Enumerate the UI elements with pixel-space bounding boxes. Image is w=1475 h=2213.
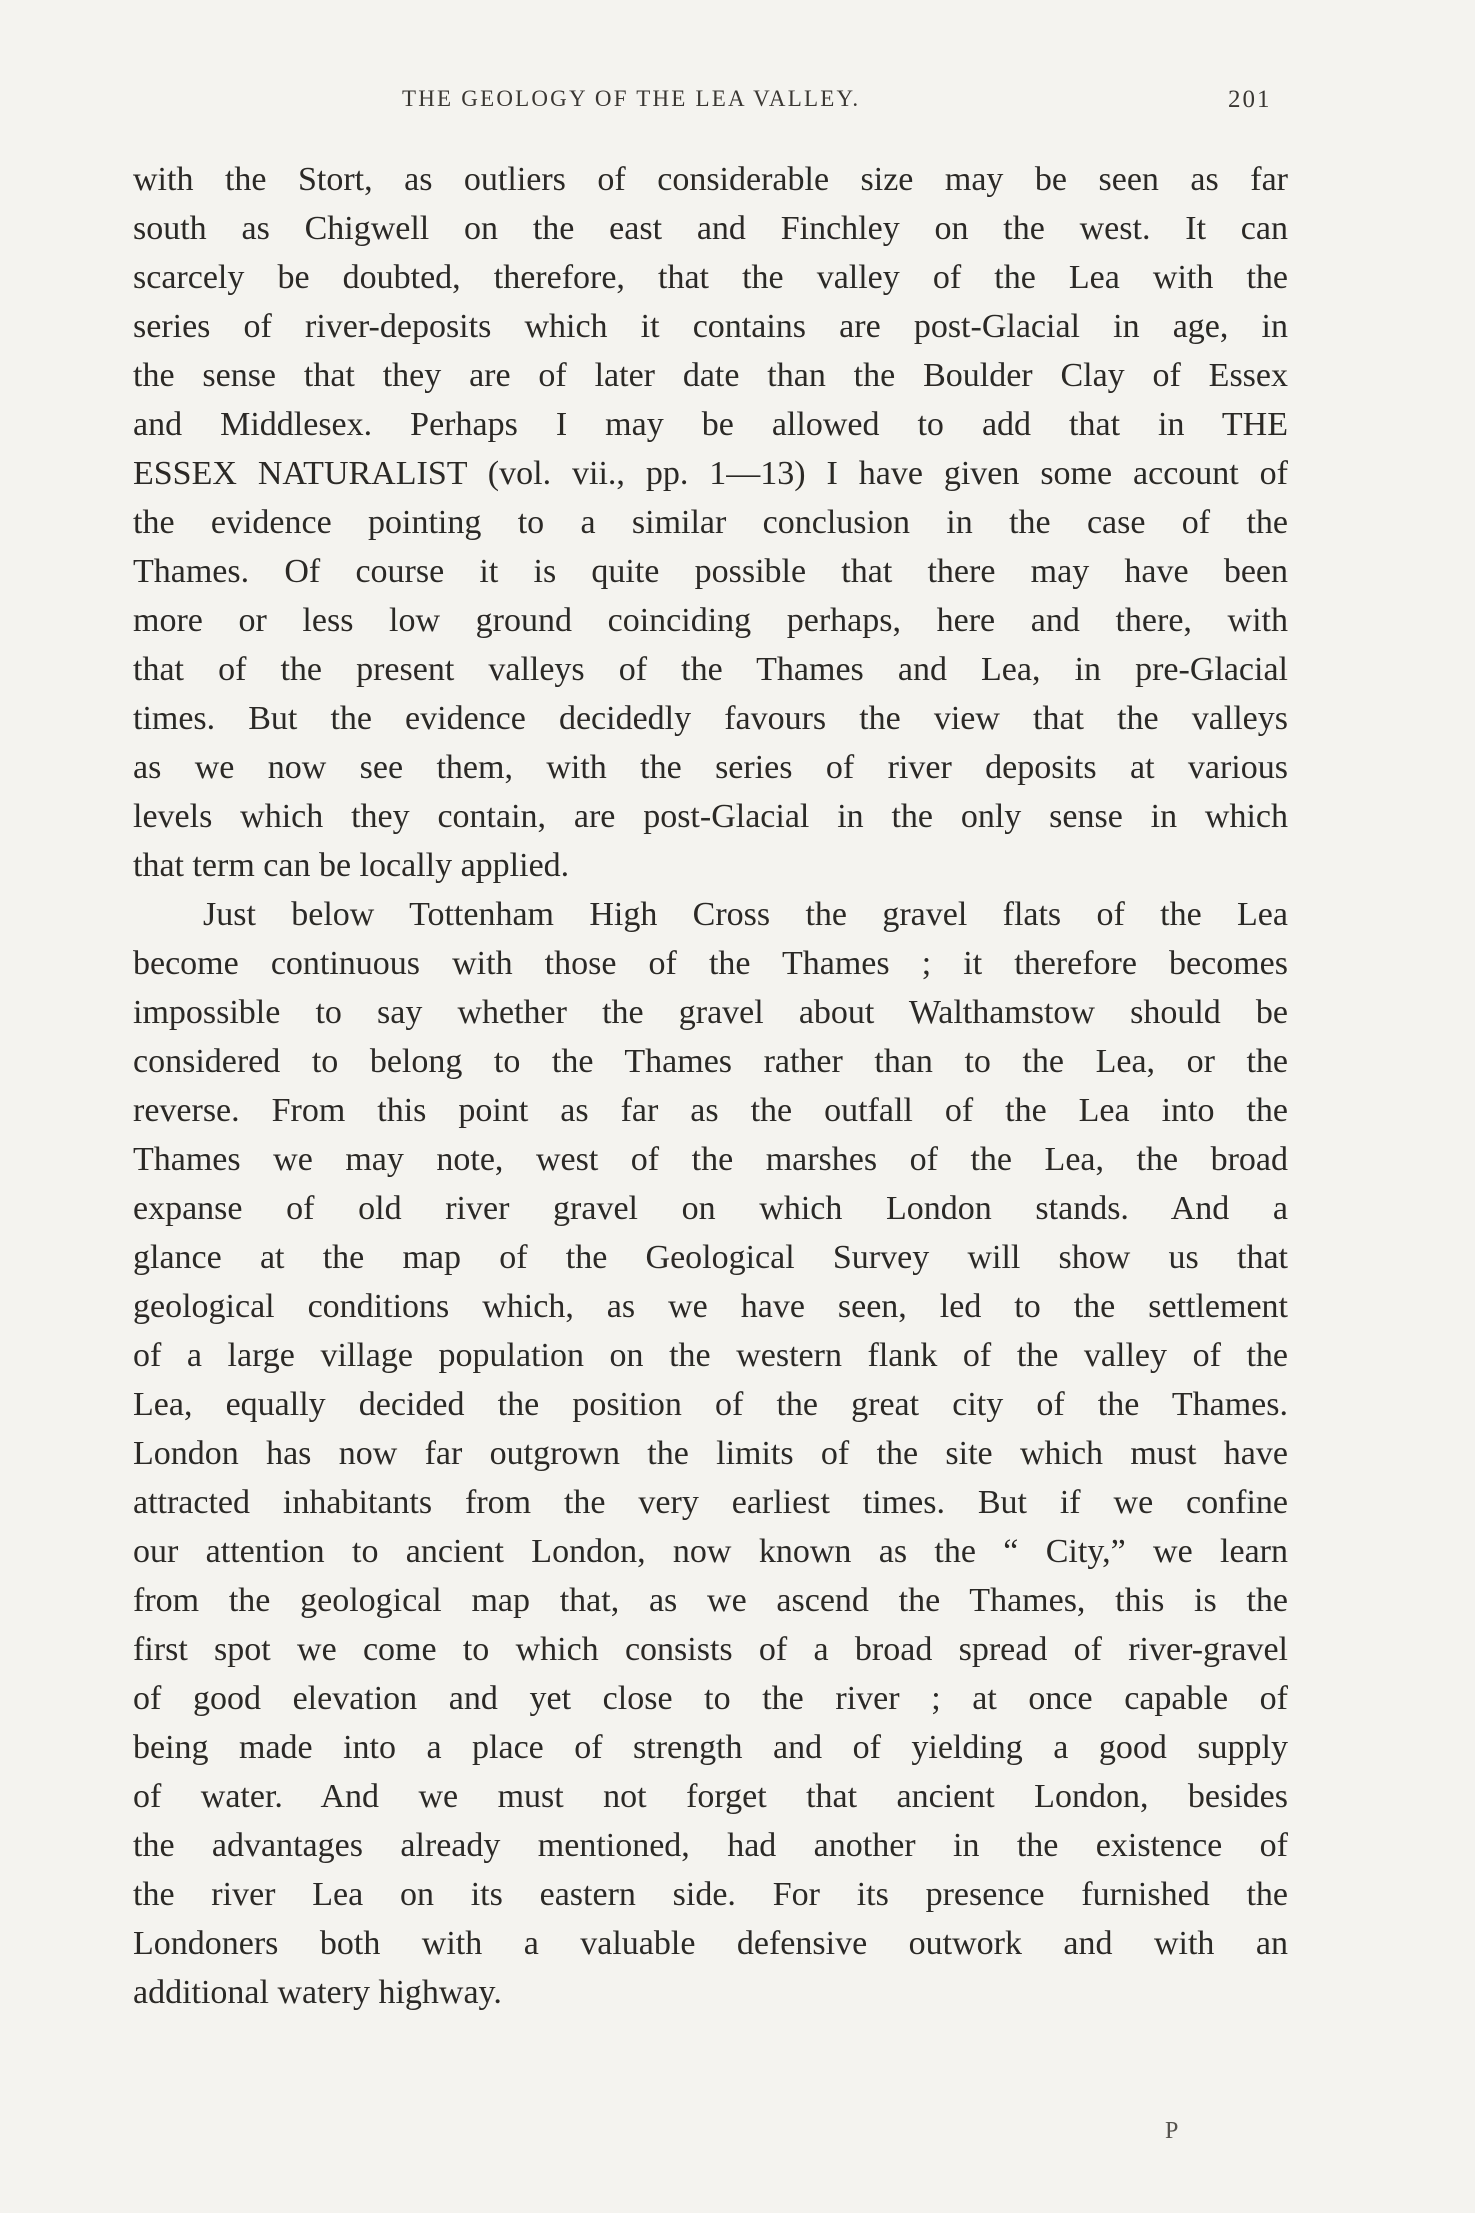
- paragraph-1: [133, 155, 1288, 890]
- text-line: Lea, equally decided the position of the great city of the Thames.: [133, 1386, 1288, 1423]
- text-line: ESSEX NATURALIST (vol. vii., pp. 1—13) I have given some account of: [133, 455, 1288, 492]
- text-line: additional watery highway.: [133, 1974, 502, 2011]
- text-line: as we now see them, with the series of river deposits at various: [133, 749, 1288, 786]
- text-line: south as Chigwell on the east and Finchley on the west. It can: [133, 210, 1288, 247]
- text-line: become continuous with those of the Thames ; it therefore becomes: [133, 945, 1288, 982]
- text-line: the river Lea on its eastern side. For its presence furnished the: [133, 1876, 1288, 1913]
- running-title: THE GEOLOGY OF THE LEA VALLEY.: [402, 86, 861, 111]
- text-line: that term can be locally applied.: [133, 847, 570, 884]
- text-line: the evidence pointing to a similar conclusion in the case of the: [133, 504, 1288, 541]
- text-line: from the geological map that, as we ascend the Thames, this is the: [133, 1582, 1288, 1619]
- text-line: and Middlesex. Perhaps I may be allowed to add that in THE: [133, 406, 1288, 443]
- signature-mark: P: [1165, 2118, 1179, 2144]
- text-line: of good elevation and yet close to the river ; at once capable of: [133, 1680, 1288, 1717]
- body-text: [133, 155, 1288, 2017]
- paragraph-2: [133, 890, 1288, 2017]
- text-line: Thames we may note, west of the marshes of the Lea, the broad: [133, 1141, 1288, 1178]
- text-line: impossible to say whether the gravel about Walthamstow should be: [133, 994, 1288, 1031]
- text-line: attracted inhabitants from the very earliest times. But if we confine: [133, 1484, 1288, 1521]
- text-line: that of the present valleys of the Thames and Lea, in pre-Glacial: [133, 651, 1288, 688]
- text-line: Just below Tottenham High Cross the gravel flats of the Lea: [203, 896, 1288, 933]
- text-line: scarcely be doubted, therefore, that the valley of the Lea with the: [133, 259, 1288, 296]
- text-line: London has now far outgrown the limits of the site which must have: [133, 1435, 1288, 1472]
- text-line: levels which they contain, are post-Glacial in the only sense in which: [133, 798, 1288, 835]
- text-line: times. But the evidence decidedly favours the view that the valleys: [133, 700, 1288, 737]
- text-line: geological conditions which, as we have seen, led to the settlement: [133, 1288, 1288, 1325]
- text-line: more or less low ground coinciding perhaps, here and there, with: [133, 602, 1288, 639]
- text-line: Londoners both with a valuable defensive outwork and with an: [133, 1925, 1288, 1962]
- text-line: of water. And we must not forget that ancient London, besides: [133, 1778, 1288, 1815]
- text-line: considered to belong to the Thames rather than to the Lea, or the: [133, 1043, 1288, 1080]
- text-line: with the Stort, as outliers of considerable size may be seen as far: [133, 161, 1288, 198]
- text-line: reverse. From this point as far as the outfall of the Lea into the: [133, 1092, 1288, 1129]
- text-line: series of river-deposits which it contains are post-Glacial in age, in: [133, 308, 1288, 345]
- text-line: being made into a place of strength and of yielding a good supply: [133, 1729, 1288, 1766]
- text-line: expanse of old river gravel on which London stands. And a: [133, 1190, 1288, 1227]
- text-line: first spot we come to which consists of a broad spread of river-gravel: [133, 1631, 1288, 1668]
- text-line: glance at the map of the Geological Survey will show us that: [133, 1239, 1288, 1276]
- text-line: the sense that they are of later date than the Boulder Clay of Essex: [133, 357, 1288, 394]
- text-line: the advantages already mentioned, had another in the existence of: [133, 1827, 1288, 1864]
- text-line: our attention to ancient London, now known as the “ City,” we learn: [133, 1533, 1288, 1570]
- text-line: Thames. Of course it is quite possible that there may have been: [133, 553, 1288, 590]
- page-number: 201: [1228, 86, 1272, 113]
- text-line: of a large village population on the western flank of the valley of the: [133, 1337, 1288, 1374]
